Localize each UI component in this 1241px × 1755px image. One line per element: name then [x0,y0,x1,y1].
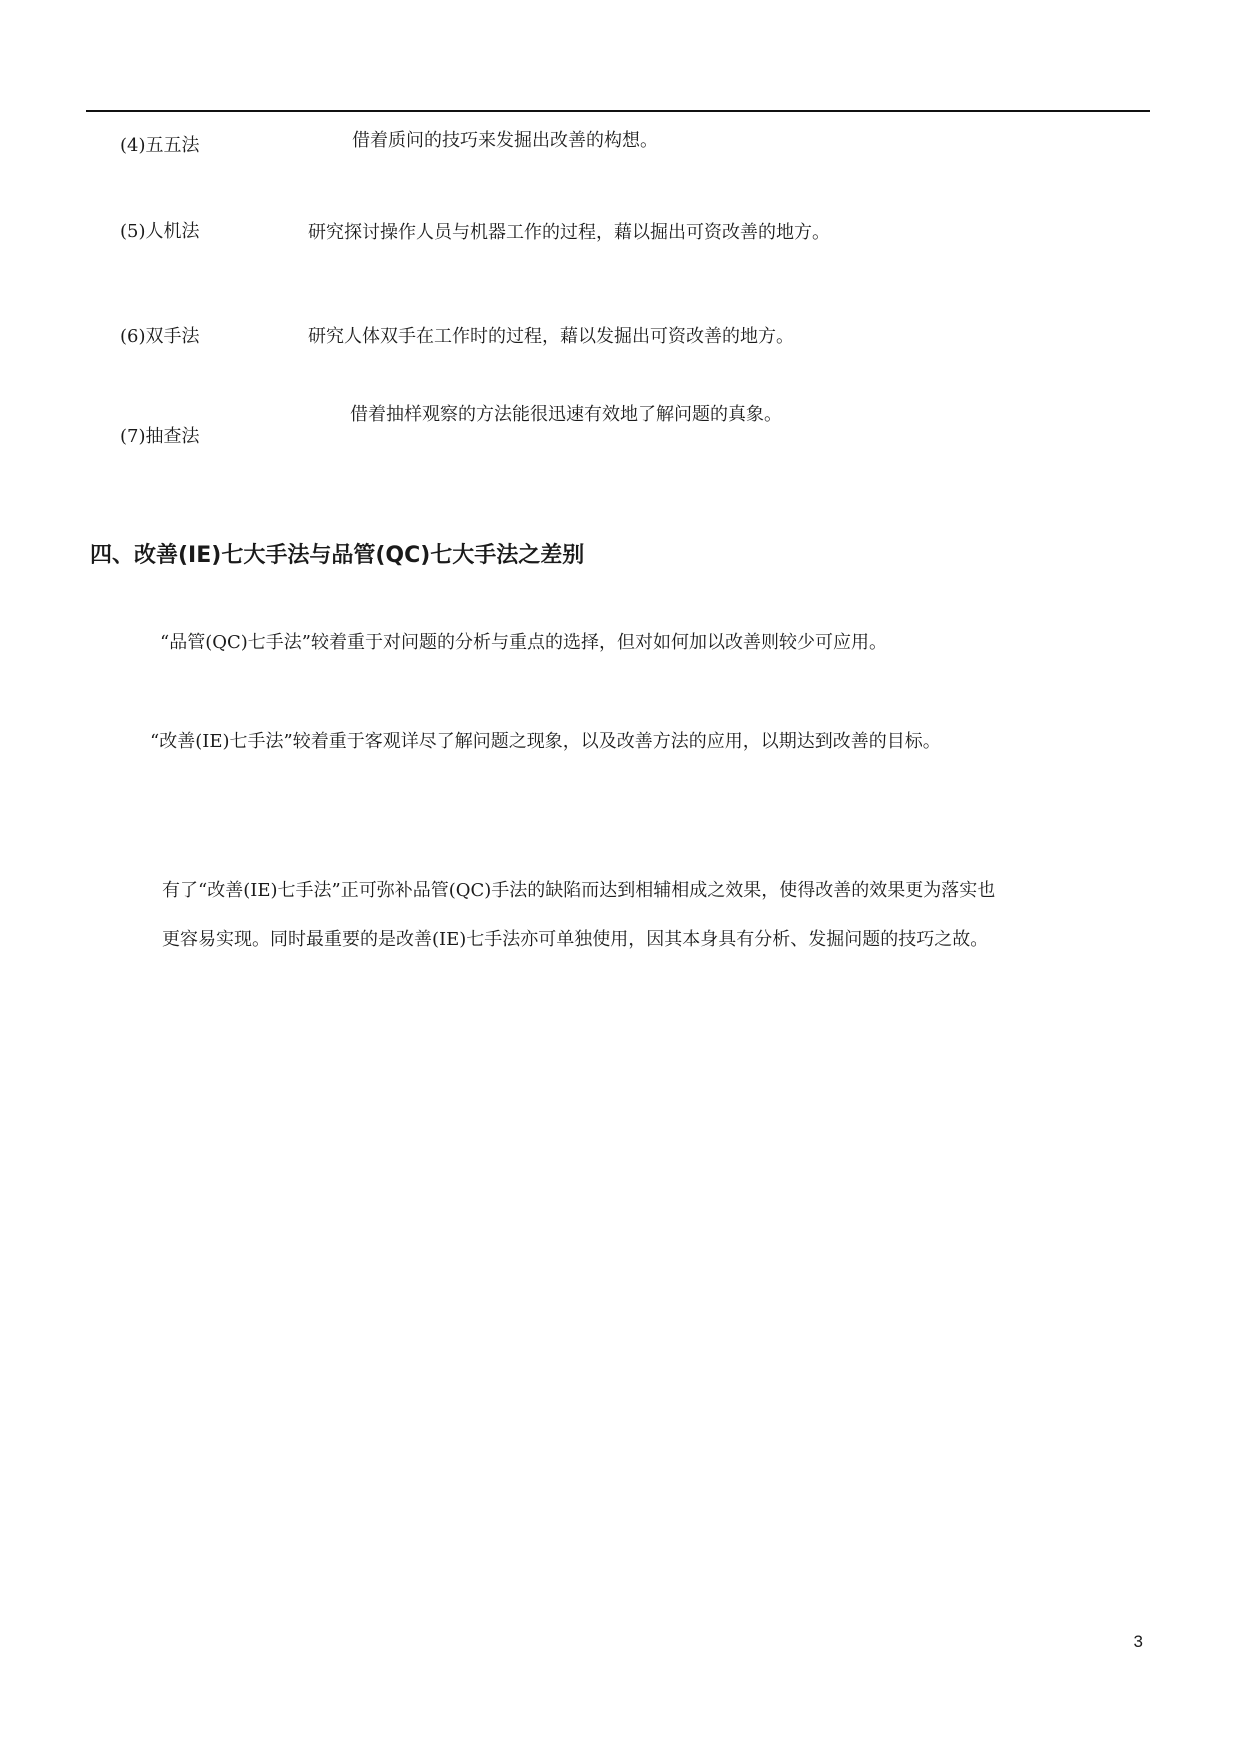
paragraph-ie: “改善(IE)七手法”较着重于客观详尽了解问题之现象，以及改善方法的应用，以期达到改善的目标。 [150,731,941,752]
method-label-6: (6)双手法 [120,326,200,347]
method-label-5: (5)人机法 [120,221,200,242]
section-heading: 四、改善(IE)七大手法与品管(QC)七大手法之差别 [90,543,585,568]
paragraph-closing-line-1: 有了“改善(IE)七手法”正可弥补品管(QC)手法的缺陷而达到相辅相成之效果，使得改善的效果更为落实也 [162,880,996,901]
header-rule [86,110,1150,112]
method-desc-5: 研究探讨操作人员与机器工作的过程，藉以掘出可资改善的地方。 [308,222,830,243]
method-desc-6: 研究人体双手在工作时的过程，藉以发掘出可资改善的地方。 [308,326,794,347]
paragraph-closing-line-2: 更容易实现。同时最重要的是改善(IE)七手法亦可单独使用，因其本身具有分析、发掘问题的技巧之故。 [162,929,989,950]
method-label-7: (7)抽查法 [120,426,200,447]
method-desc-7: 借着抽样观察的方法能很迅速有效地了解问题的真象。 [350,404,782,425]
paragraph-qc: “品管(QC)七手法”较着重于对问题的分析与重点的选择，但对如何加以改善则较少可应用。 [160,632,887,653]
method-desc-4: 借着质问的技巧来发掘出改善的构想。 [352,130,658,151]
method-label-4: (4)五五法 [120,135,200,156]
page-number: 3 [1133,1632,1143,1651]
